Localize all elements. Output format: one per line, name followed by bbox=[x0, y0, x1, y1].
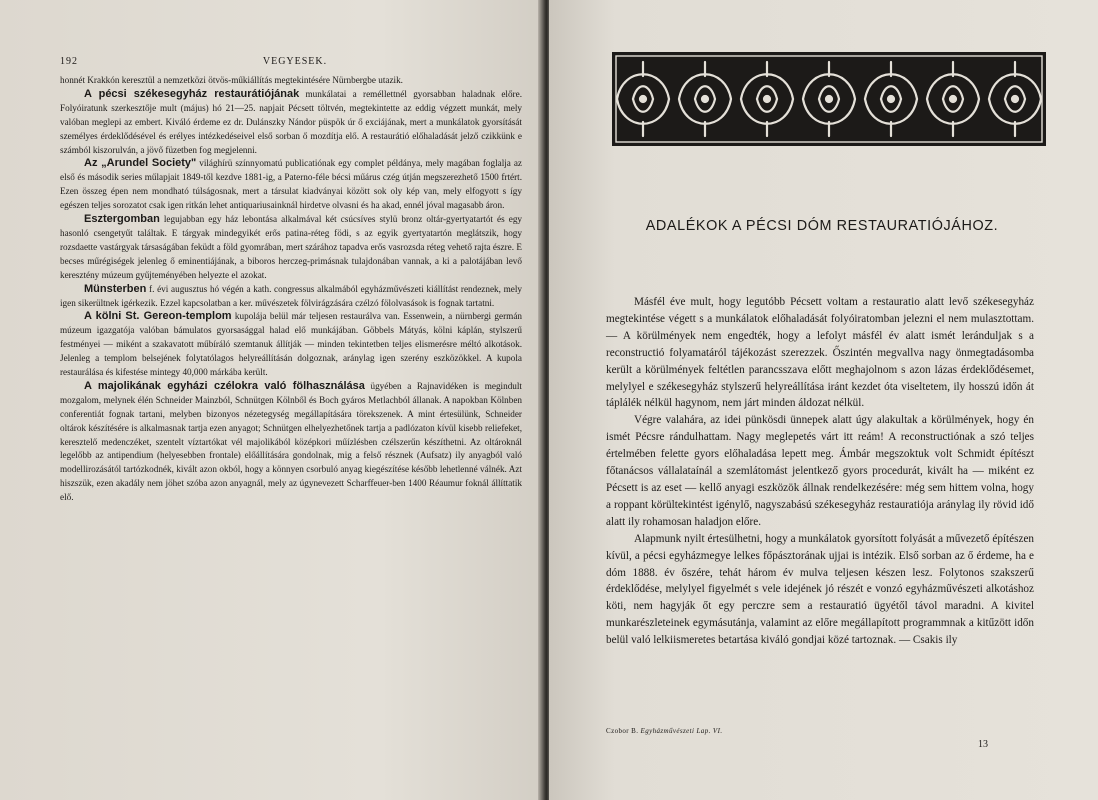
news-body: munkálatai a reméllettnél gyorsabban haladnak előre. Folyóiratunk szerkesztője mult (május) hó 21—25. napjait Pécsett töltvén, megtekintette az eddig végzett munkát, mely valóban meglepi az embert. Kiváló érdeme ez dr. Dulánszky Nándor püspök úr ő exciájának, mert a munkálatok gyorsítását személyes érdeklődésével és erélyes intézkedéseivel első sorban ő mozdítja elő. A restaurátió előhaladását jelző czikkünk e számból kiszorulván, a jövő füzetben fog megjelenni. bbox=[60, 88, 522, 155]
news-heading: A majolikának egyházi czélokra való fölhasználása bbox=[84, 379, 365, 392]
article-paragraph: Végre valahára, az idei pünkösdi ünnepek alatt úgy alakultak a körülmények, hogy én ismét Pécsre rándulhattam. Nagy meglepetés várt itt reám! A reconstructiónak a szó teljes értelmében felette gyors előhaladása lepett meg. Ámbár megszoktuk volt Schmidt építészt főtanácsos vállalataínál a szemlátomást jelentkező gyors procedurát, kivált ha — miként ez Pécsett is az eset — kellő anyagi eszközök állnak rendelkezésére: még sem hittem volna, hogy a roppant körültekintést igénylő, nagyszabású székesegyház restauratiója aránylag ily rövid idő alatt ily rohamosan haladjon előre. bbox=[606, 414, 1034, 528]
news-heading: A kölni St. Gereon-templom bbox=[84, 310, 232, 323]
ornamental-headpiece bbox=[612, 52, 1046, 146]
footnote-author: Czobor B. bbox=[606, 727, 639, 735]
article-title: ADALÉKOK A PÉCSI DÓM RESTAURATIÓJÁHOZ. bbox=[645, 218, 999, 234]
news-paragraph bbox=[60, 283, 522, 311]
news-paragraph bbox=[60, 310, 522, 380]
scrollwork-boss bbox=[640, 96, 646, 102]
news-paragraph bbox=[60, 74, 522, 88]
news-paragraph bbox=[60, 380, 522, 505]
scrollwork-boss bbox=[826, 96, 832, 102]
news-body: legujabban egy ház lebontása alkalmával két csúcsíves stylü bronz oltár-gyertyatartót és egy hasonló csengetyűt találtak. E tárgyak mindegyikét erős patina-réteg födi, s az egyik gyertyatartón meglátszik, hogy rozsdaette vastárgyak társaságában feküdt a föld gyomrában, mert szárához tapadva erős vasrozsda réteg vehető rajta észre. E becses műrégiségek jelenleg ő eminentiájának, a biboros herczeg-primásnak tulajdonában vannak, a ki a palotájában levő keresztény múzeum gyűjteményében helyezte el azokat. bbox=[60, 214, 523, 280]
left-page bbox=[0, 0, 542, 800]
scrollwork-boss bbox=[764, 96, 770, 102]
news-heading: Münsterben bbox=[84, 282, 147, 295]
running-head-title: VEGYESEK. bbox=[262, 56, 328, 67]
news-paragraph bbox=[60, 213, 522, 283]
page-footnote bbox=[606, 727, 722, 735]
right-text-column bbox=[606, 294, 1034, 649]
footnote-journal: Egyházművészeti Lap. VI. bbox=[640, 727, 723, 735]
news-paragraph bbox=[60, 88, 522, 158]
news-paragraph bbox=[60, 157, 522, 213]
news-heading: Esztergomban bbox=[84, 213, 160, 226]
news-body: ügyében a Rajnavidéken is megindult mozgalom, melynek élén Schneider Mainzból, Schnütgen Kölnből és Boch gyáros Metlachból állanak. A napokban Kölnben conferentiát fognak tartani, melyben bizonyos nézetegység megállapítására törekszenek. A mint értesülünk, Schneider oltárok készítésére is alkalmasnak tartja ezen anyagot; Schnütgen elhelyezhetőnek tartja a padlózaton kívül kisebb reliefeket, keresztelő medenczéket, szentelt víztartókat vél majolikából középkori műízlésben czélszerűn készíthetni. Az oltároknál legelőbb az antipendium (helyesebben frontale) előállítására gondolnak, mig a felső résznek (Aufsatz) ily anyagból való modellirozásától tartózkodnék, kivált azon okból, hogy a könnyen csorbuló anyag kiegészítése később lehetlenné válnék. Azt hiszszük, ezen akadály nem jöhet szóba azon anyagnál, mely az úgynevezett Scharffeuer-ben 1400 Réaumur foknál állíttatik elő. bbox=[60, 380, 522, 503]
news-body: világhírü színnyomatú publicatiónak egy complet példánya, mely magában foglalja az első és második series műlapjait 1849-től kezdve 1881-ig, a Paterno-féle bécsi műárus czég útján megszerezhető 1500 frtért. Ezen összeg épen nem mondható túlságosnak, mert a társulat kiadványai között sok oly kép van, mely elfogyott s így egészen teljes sorozatot csak igen ritkán lehet antiquariusainknál hirdetve olvasni és ha akad, ennél jóval magasabb áron. bbox=[60, 158, 522, 211]
news-body: f. évi augusztus hó végén a kath. congressus alkalmából egyházművészeti kiállítást rendeznek, mely igen sikerültnek igérkezik. Ezzel kapcsolatban a ker. művészetek fölvirágzására czélzó fölolvasások is fognak tartatni. bbox=[60, 283, 522, 308]
news-body: kupolája belül már teljesen restaurálva van. Essenwein, a nürnbergi germán múzeum igazgatója valóban bámulatos gyorsasággal halad elő munkájában. Göbbels Mátyás, kölni káplán, stylszerű festményei — miként a szakavatott műbíráló szemtanuk állítják — minden tekintetben teljes elismerésre méltó alkotások. Jelenleg a templom belsejének folytatólagos helyreállításán dolgoznak, aránylag igen szerény eszközökkel. A kupola restaurálása és kifestése mintegy 40,000 márkába került. bbox=[60, 311, 522, 378]
news-heading: Az „Arundel Society" bbox=[84, 157, 197, 170]
page-number: 192 bbox=[60, 56, 78, 67]
scrollwork-boss bbox=[950, 96, 956, 102]
news-body: honnét Krakkón keresztül a nemzetközi ötvös-műkiállítás megtekintésére Nürnbergbe utazik. bbox=[60, 75, 403, 85]
scrollwork-boss bbox=[888, 96, 894, 102]
article-paragraph: Másfél éve mult, hogy legutóbb Pécsett voltam a restauratio alatt levő székesegyház megtekintése végett s a munkálatok előhaladását folyóiratomban jelezni el nem mulasztottam. — A körülmények nem engedték, hogy a lefolyt másfél év alatt ismét leránduljak s a reconstructió folyamatáról tájékozást szerezzek. Őszintén megvallva nagy önmegtadásomba került a körülmények feltétlen parancsszava előtt meghajolnom s azon lázas érdeklődésemet, melylyel e székesegyház stylszerű helyreállítása iránt kezdet óta viseltetem, ily hosszú időn át táplálék nélkül hagynom, nem járt minden áldozat nélkül. bbox=[606, 296, 1034, 410]
left-text-column bbox=[60, 74, 522, 505]
scrollwork-boss bbox=[1012, 96, 1018, 102]
scrollwork-boss bbox=[702, 96, 708, 102]
signature-mark: 13 bbox=[978, 739, 988, 750]
news-heading: A pécsi székesegyház restaurátiójának bbox=[84, 87, 300, 100]
article-paragraph: Alapmunk nyilt értesülhetni, hogy a munkálatok gyorsított folyását a művezető építészen kívül, a pécsi egyházmegye lelkes főpásztorának ujjai is intézik. Első sorban az ő érdeme, ha e dóm 1888. év őszére, tehát három év mulva teljesen készen lesz. Folytonos szakszerű érdeklődése, melylyel figyelmét s vele idejének jó részét e vonzó egyházművészeti alkotáshoz köti, nem hagyják őt egy perczre sem a restauratió ügyétől távol maradni. A kivitel munkarészleteinek egymásutánja, valamint az előre megállapított programmnak a kitűzött időn belül való lelkiismeretes betartása kiváló gondjai közé tartoznak. — Csakis ily bbox=[606, 532, 1034, 647]
